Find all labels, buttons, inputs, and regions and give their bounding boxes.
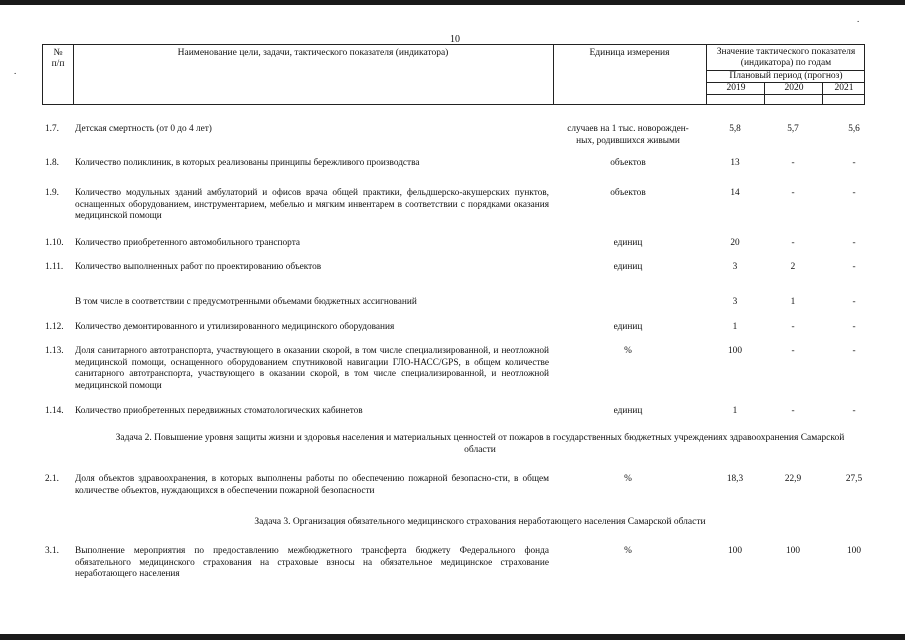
indicator-name: Количество демонтированного и утилизированного медицинского оборудования	[75, 322, 395, 332]
value-2019: 100	[728, 346, 742, 356]
row-number: 2.1.	[45, 474, 59, 484]
value-2020: -	[791, 406, 795, 416]
header-num: № п/п	[51, 48, 65, 69]
row-number: 1.13.	[45, 346, 64, 356]
value-2019: 13	[730, 158, 740, 168]
row-number: 1.7.	[45, 124, 59, 134]
indicator-name: Количество приобретенных передвижных стоматологических кабинетов	[75, 406, 363, 416]
value-2020: -	[791, 238, 795, 248]
scan-speck: .	[14, 66, 17, 76]
value-2020: 100	[786, 546, 800, 556]
scan-speck: .	[857, 14, 860, 24]
value-2021: -	[852, 238, 856, 248]
col-divider	[706, 45, 707, 104]
unit-of-measure: %	[624, 474, 632, 484]
header-unit: Единица измерения	[589, 48, 670, 58]
value-2019: 18,3	[726, 474, 744, 484]
value-2020: 2	[790, 262, 796, 272]
indicator-name: Количество модульных зданий амбулаторий и офисов врача общей практики, фельдшерско-акушерских пунктов, оснащенных оборудованием, инструментарием, мебелью и мягким инвентарем в соответствии с порядками оказания медицинской помощи	[75, 188, 549, 222]
unit-of-measure: единиц	[613, 322, 643, 332]
value-2020: 5,7	[787, 124, 799, 134]
row-divider	[706, 94, 864, 95]
header-period: Плановый период (прогноз)	[729, 71, 843, 81]
value-2020: -	[791, 346, 795, 356]
scan-edge-bottom	[0, 634, 905, 640]
unit-of-measure: единиц	[613, 406, 643, 416]
header-name: Наименование цели, задачи, тактического показателя (индикатора)	[177, 48, 449, 58]
value-2019: 1	[732, 406, 738, 416]
unit-of-measure: случаев на 1 тыс. новорожден- ных, родившихся живыми	[567, 124, 689, 146]
indicator-name: Доля объектов здравоохранения, в которых выполнены работы по обеспечению пожарной безопасно-сти, в общем количестве объектов, нуждающихся в обеспечении пожарной безопасности	[75, 474, 549, 496]
value-2020: 22,9	[784, 474, 802, 484]
value-2021: -	[852, 262, 856, 272]
col-divider	[553, 45, 554, 104]
row-number: 1.11.	[45, 262, 64, 272]
page-number: 10	[450, 34, 460, 45]
value-2021: 100	[847, 546, 861, 556]
value-2021: -	[852, 346, 856, 356]
value-2021: -	[852, 406, 856, 416]
unit-of-measure: %	[624, 546, 632, 556]
scan-edge-top	[0, 0, 905, 5]
value-2020: -	[791, 188, 795, 198]
unit-of-measure: %	[624, 346, 632, 356]
indicator-name: Детская смертность (от 0 до 4 лет)	[75, 124, 212, 134]
value-2020: -	[791, 158, 795, 168]
row-number: 1.12.	[45, 322, 64, 332]
value-2019: 3	[732, 262, 738, 272]
unit-of-measure: единиц	[613, 262, 643, 272]
row-number: 3.1.	[45, 546, 59, 556]
task-heading: Задача 2. Повышение уровня защиты жизни и здоровья населения и материальных ценностей от пожаров в государственных бюджетных учреждениях здравоохранения Самарской области	[115, 433, 845, 455]
header-value: Значение тактического показателя (индикатора) по годам	[716, 47, 856, 68]
task-heading: Задача 3. Организация обязательного медицинского страхования неработающего населения Самарской области	[254, 517, 706, 527]
value-2021: 27,5	[845, 474, 863, 484]
header-year-2021: 2021	[834, 83, 854, 93]
unit-of-measure: объектов	[610, 188, 646, 198]
col-divider	[73, 45, 74, 104]
col-divider	[764, 82, 765, 104]
indicator-name: В том числе в соответствии с предусмотренными объемами бюджетных ассигнований	[75, 297, 417, 307]
value-2021: -	[852, 158, 856, 168]
row-number: 1.9.	[45, 188, 59, 198]
row-number: 1.14.	[45, 406, 64, 416]
row-number: 1.8.	[45, 158, 59, 168]
row-number: 1.10.	[45, 238, 64, 248]
value-2021: -	[852, 297, 856, 307]
value-2019: 14	[730, 188, 740, 198]
value-2019: 1	[732, 322, 738, 332]
col-divider	[822, 82, 823, 104]
table-header	[42, 44, 865, 105]
value-2019: 3	[732, 297, 738, 307]
unit-of-measure: единиц	[613, 238, 643, 248]
value-2019: 20	[730, 238, 740, 248]
value-2021: 5,6	[848, 124, 860, 134]
indicator-name: Выполнение мероприятия по предоставлению межбюджетного трансферта бюджету Федерального фонда обязательного медицинского страхования на страховые взносы на обязательное медицинское страхование неработающего населения	[75, 546, 549, 580]
value-2019: 5,8	[729, 124, 741, 134]
indicator-name: Количество выполненных работ по проектированию объектов	[75, 262, 322, 272]
value-2019: 100	[728, 546, 742, 556]
value-2020: 1	[790, 297, 796, 307]
indicator-name: Количество приобретенного автомобильного транспорта	[75, 238, 300, 248]
value-2020: -	[791, 322, 795, 332]
indicator-name: Количество поликлиник, в которых реализованы принципы бережливого производства	[75, 158, 420, 168]
value-2021: -	[852, 322, 856, 332]
indicator-name: Доля санитарного автотранспорта, участвующего в оказании скорой, в том числе специализированной, и неотложной медицинской помощи, оснащенного оборудованием спутниковой навигации ГЛО-НАСС/GPS, в общем количестве санитарного автотранспорта, участвующего в оказании скорой, в том числе специализированной, и неотложной медицинской помощи	[75, 346, 549, 391]
header-year-2019: 2019	[726, 83, 746, 93]
unit-of-measure: объектов	[610, 158, 646, 168]
header-year-2020: 2020	[784, 83, 804, 93]
value-2021: -	[852, 188, 856, 198]
